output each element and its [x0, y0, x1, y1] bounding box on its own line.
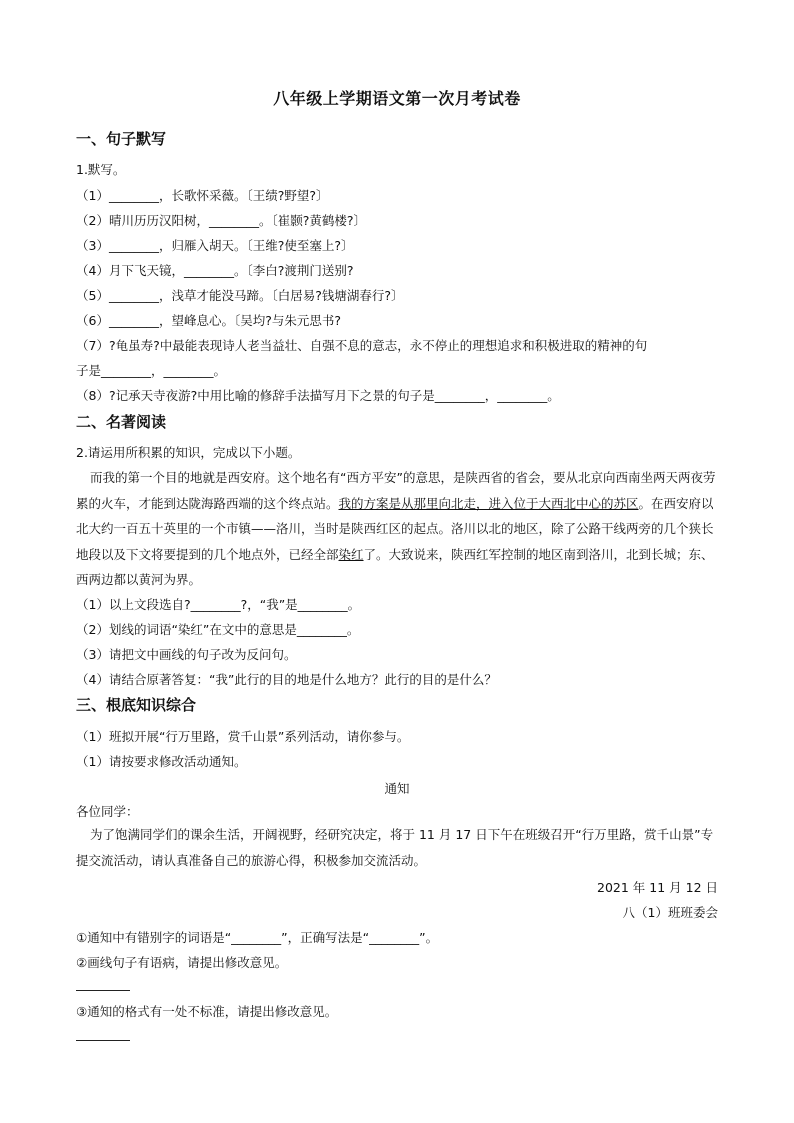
reading-question: （3）请把文中画线的句子改为反问句。 [76, 647, 297, 662]
section-heading-1: 一、句子默写 [76, 130, 167, 148]
fill-item: 子是________，________。 [76, 363, 227, 378]
reading-question: （2）划线的词语“染红”在文中的意思是________。 [76, 622, 360, 637]
section-heading-3: 三、根底知识综合 [76, 696, 197, 714]
task-line: （1）班拟开展“行万里路，赏千山景”系列活动，请你参与。 [76, 729, 410, 744]
underlined-sentence: 我的方案是从那里向北走，进入位于大西北中心的苏区 [338, 495, 639, 511]
fill-item: （4）月下飞天镜，________。〔李白?渡荆门送别? [76, 263, 354, 278]
sub-question: ③通知的格式有一处不标准，请提出修改意见。 [76, 1004, 338, 1019]
notice-body-text: 为了饱满同学们的课余生活，开阔视野，经研究决定，将于 11 月 17 日下午在班级召开“行万里路，赏千山景”专提交流活动，请认真准备自己的旅游心得，积极参加交流活动。 [76, 827, 714, 868]
fill-item: （3）________，归雁入胡天。〔王维?使至塞上?〕 [76, 238, 354, 253]
reading-question: （4）请结合原著答复：“我”此行的目的地是什么地方？此行的目的是什么？ [76, 672, 497, 687]
question-intro: 2.请运用所积累的知识，完成以下小题。 [76, 445, 301, 460]
reading-passage [76, 465, 716, 593]
sub-question: ①通知中有错别字的词语是“________”，正确写法是“________”。 [76, 930, 439, 945]
notice-title: 通知 [384, 781, 410, 796]
answer-blank-line [76, 1040, 130, 1041]
passage-text: 。在西安府以北大约一百五十英里的一个市镇——洛川，当时是陕西红区的起点。洛川以北的地区，除了公路干线两旁的几个狭长地段以及下文将要提到的几个地点外，已经全部 [76, 495, 714, 562]
fill-item: （5）________，浅草才能没马蹄。〔白居易?钱塘湖春行?〕 [76, 288, 404, 303]
fill-item: （2）晴川历历汉阳树，________。〔崔颢?黄鹤楼?〕 [76, 213, 366, 228]
task-line: （1）请按要求修改活动通知。 [76, 754, 247, 769]
notice-signature: 八（1）班班委会 [622, 905, 718, 920]
sub-question: ②画线句子有语病，请提出修改意见。 [76, 955, 288, 970]
fill-item: （1）________，长歌怀采薇。〔王绩?野望?〕 [76, 188, 329, 203]
passage-text: 而我的第一个目的地就是西安府。这个地名有“西方平安”的意思，是陕西省的省会，要从北京向西南坐两天两夜劳累的火车，才能到达陇海路西端的这个终点站。 [76, 470, 716, 511]
fill-item: （6）________，望峰息心。〔吴均?与朱元思书? [76, 313, 341, 328]
passage-text: 了。大致说来，陕西红军控制的地区南到洛川，北到长城；东、西两边都以黄河为界。 [76, 546, 714, 587]
page-title: 八年级上学期语文第一次月考试卷 [273, 89, 521, 108]
notice-greeting: 各位同学： [76, 804, 139, 819]
fill-item: （8）?记承天寺夜游?中用比喻的修辞手法描写月下之景的句子是________，________。 [76, 388, 560, 403]
section-heading-2: 二、名著阅读 [76, 413, 167, 431]
reading-question: （1）以上文段选自?________?，“我”是________。 [76, 597, 361, 612]
notice-date: 2021 年 11 月 12 日 [597, 880, 718, 895]
question-intro: 1.默写。 [76, 162, 126, 177]
notice-body [76, 822, 716, 873]
underlined-word: 染红 [338, 546, 364, 562]
answer-blank-line [76, 990, 130, 991]
fill-item: （7）?龟虽寿?中最能表现诗人老当益壮、自强不息的意志，永不停止的理想追求和积极进取的精神的句 [76, 338, 648, 353]
